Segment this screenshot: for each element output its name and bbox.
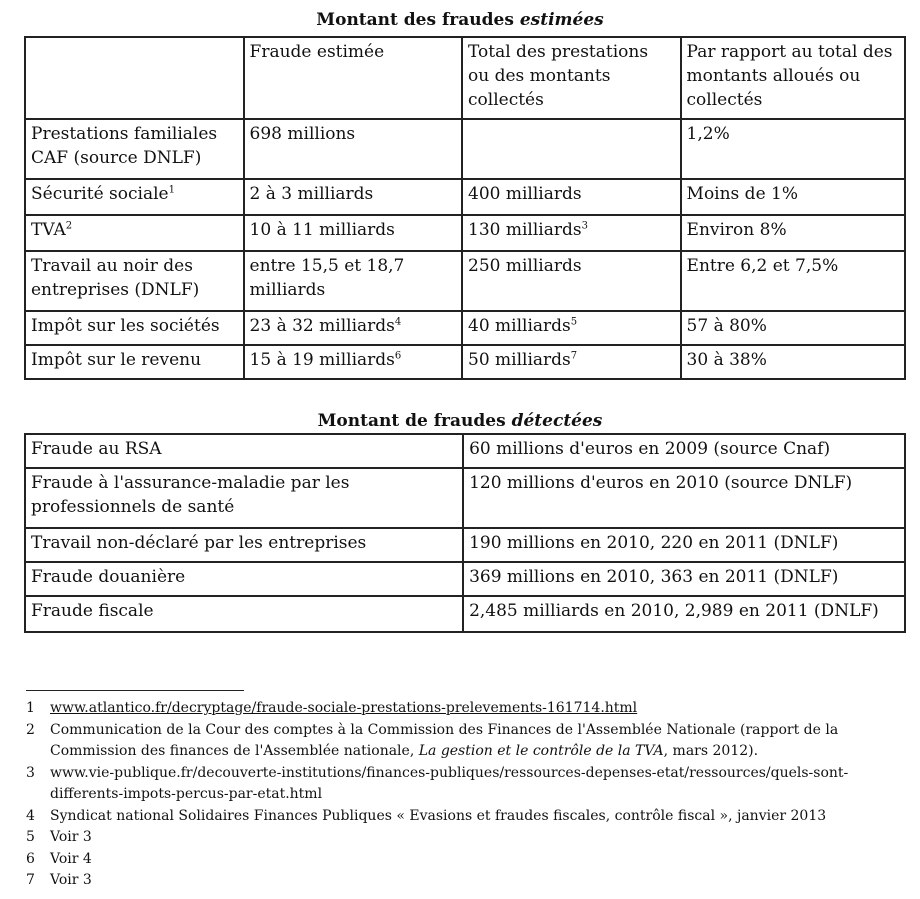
table-row xyxy=(25,468,905,528)
footnote-text: Voir 4 xyxy=(50,850,92,867)
row-total: 250 milliards xyxy=(462,251,681,311)
table-row xyxy=(25,562,905,596)
footnote-2 xyxy=(26,720,906,763)
row-label: Fraude douanière xyxy=(25,562,463,596)
row-label: Prestations familiales CAF (source DNLF) xyxy=(25,119,244,179)
row-ratio: 30 à 38% xyxy=(681,345,905,379)
footnote-number: 2 xyxy=(26,721,35,738)
table-row xyxy=(25,434,905,468)
row-total: 130 milliards$^3$ xyxy=(462,215,681,251)
row-value: 190 millions en 2010, 220 en 2011 (DNLF) xyxy=(463,528,905,562)
footnote-text: Communication de la Cour des comptes à la Commission des Finances de l'Assemblée Nationale (rapport de la Commission des finances de l'Assemblée nationale, La gestion et le contrôle de la TVA, mars 2012). xyxy=(50,721,839,759)
footnotes xyxy=(26,698,906,892)
detected-fraud-table xyxy=(24,433,906,633)
table-row xyxy=(25,311,905,345)
row-label: Fraude au RSA xyxy=(25,434,463,468)
row-label: Impôt sur les sociétés xyxy=(25,311,244,345)
table-row xyxy=(25,345,905,379)
row-fraud: 10 à 11 milliards xyxy=(244,215,462,251)
footnote-separator xyxy=(26,690,244,691)
footnote-text: Syndicat national Solidaires Finances Publiques « Evasions et fraudes fiscales, contrôle fiscal », janvier 2013 xyxy=(50,807,827,824)
header-cell-estimated: Fraude estimée xyxy=(244,37,462,119)
footnote-number: 6 xyxy=(26,850,35,867)
table-row xyxy=(25,179,905,215)
row-fraud: 15 à 19 milliards$^6$ xyxy=(244,345,462,379)
row-total: 50 milliards$^7$ xyxy=(462,345,681,379)
table-row xyxy=(25,528,905,562)
table-row xyxy=(25,215,905,251)
table-row xyxy=(25,251,905,311)
footnote-number: 7 xyxy=(26,872,35,888)
table-row xyxy=(25,596,905,632)
row-fraud: 2 à 3 milliards xyxy=(244,179,462,215)
row-label: TVA$^2$ xyxy=(25,215,244,251)
row-ratio: 1,2% xyxy=(681,119,905,179)
row-label: Fraude fiscale xyxy=(25,596,463,632)
row-total: 400 milliards xyxy=(462,179,681,215)
row-value: 120 millions d'euros en 2010 (source DNLF) xyxy=(463,468,905,528)
row-ratio: 57 à 80% xyxy=(681,311,905,345)
estimated-fraud-table xyxy=(24,36,906,380)
footnote-1 xyxy=(26,698,906,720)
row-fraud: 23 à 32 milliards$^4$ xyxy=(244,311,462,345)
footnote-6 xyxy=(26,849,906,871)
row-label: Fraude à l'assurance-maladie par les professionnels de santé xyxy=(25,468,463,528)
footnote-text: www.vie-publique.fr/decouverte-institutions/finances-publiques/ressources-depenses-etat/ressources/quels-sont-differents-impots-percus-par-etat.html xyxy=(50,764,849,802)
footnote-number: 3 xyxy=(26,764,35,781)
footnote-number: 1 xyxy=(26,700,35,716)
row-fraud: entre 15,5 et 18,7 milliards xyxy=(244,251,462,311)
header-cell-total: Total des prestations ou des montants collectés xyxy=(462,37,681,119)
header-cell-ratio: Par rapport au total des montants alloués ou collectés xyxy=(681,37,905,119)
row-value: 2,485 milliards en 2010, 2,989 en 2011 (DNLF) xyxy=(463,596,905,632)
row-total: 40 milliards$^5$ xyxy=(462,311,681,345)
footnote-number: 4 xyxy=(26,807,35,824)
row-value: 60 millions d'euros en 2009 (source Cnaf) xyxy=(463,434,905,468)
row-total xyxy=(462,119,681,179)
header-cell-empty xyxy=(25,37,244,119)
footnote-3 xyxy=(26,763,906,806)
table-row xyxy=(25,119,905,179)
footnote-4 xyxy=(26,806,906,828)
footnote-text: Voir 3 xyxy=(50,872,92,888)
row-fraud: 698 millions xyxy=(244,119,462,179)
row-value: 369 millions en 2010, 363 en 2011 (DNLF) xyxy=(463,562,905,596)
footnote-text: Voir 3 xyxy=(50,829,92,845)
table-header-row xyxy=(25,37,905,119)
footnote-5 xyxy=(26,827,906,849)
table2-title: Montant de fraudes détectées xyxy=(317,411,603,431)
row-ratio: Entre 6,2 et 7,5% xyxy=(681,251,905,311)
row-label: Impôt sur le revenu xyxy=(25,345,244,379)
row-label: Sécurité sociale$^1$ xyxy=(25,179,244,215)
row-ratio: Environ 8% xyxy=(681,215,905,251)
footnote-7 xyxy=(26,870,906,892)
table1-title: Montant des fraudes estimées xyxy=(316,10,604,30)
row-label: Travail au noir des entreprises (DNLF) xyxy=(25,251,244,311)
row-label: Travail non-déclaré par les entreprises xyxy=(25,528,463,562)
footnote-link[interactable]: www.atlantico.fr/decryptage/fraude-sociale-prestations-prelevements-161714.html xyxy=(50,700,638,716)
footnote-number: 5 xyxy=(26,829,35,845)
row-ratio: Moins de 1% xyxy=(681,179,905,215)
